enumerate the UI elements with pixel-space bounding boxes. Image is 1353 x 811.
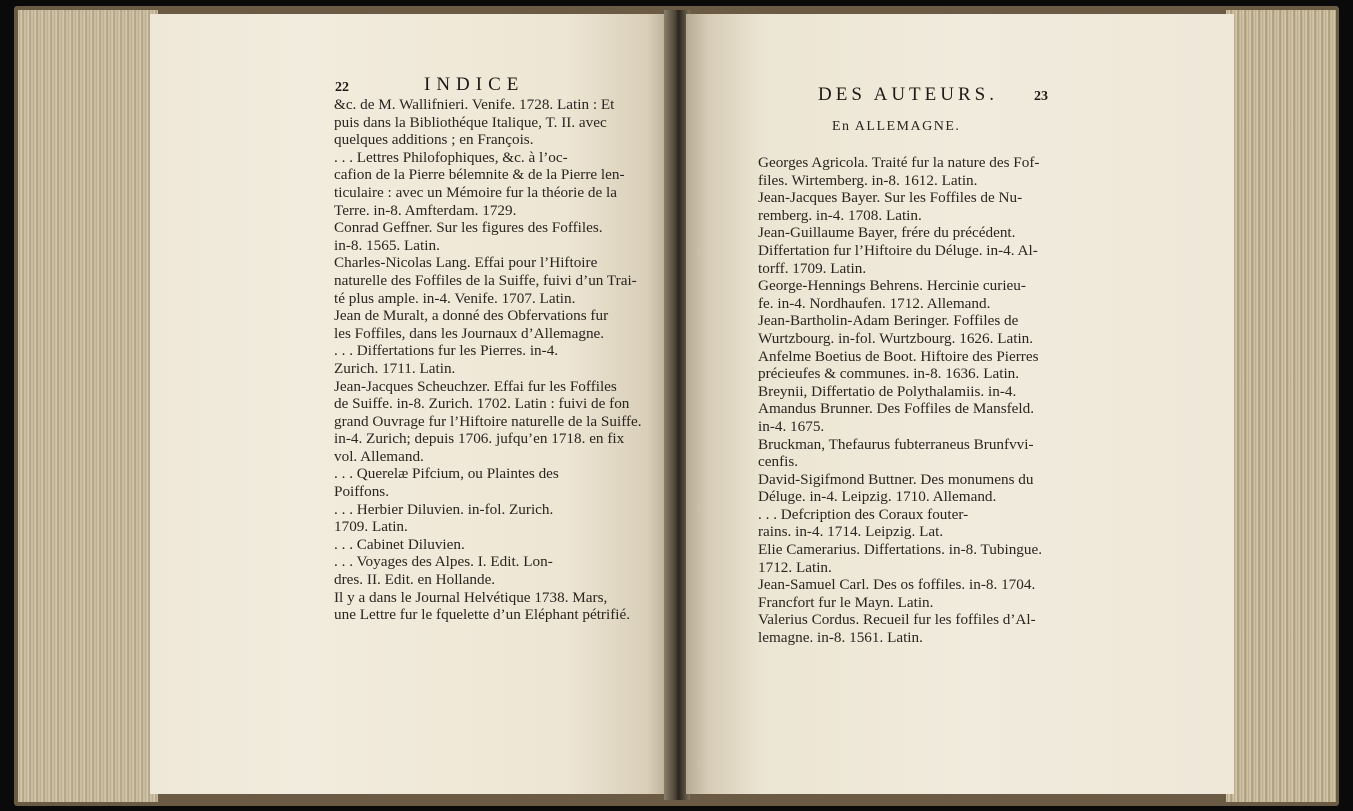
text-line: Anfelme Boetius de Boot. Hiftoire des Pierres	[758, 347, 1039, 365]
text-line: 1709. Latin.	[334, 518, 408, 536]
text-line: Jean-Samuel Carl. Des os foffiles. in-8. 1704.	[758, 576, 1036, 594]
text-line: Jean de Muralt, a donné des Obfervations fur	[334, 307, 609, 325]
left-page-edges	[18, 10, 158, 802]
text-line: Zurich. 1711. Latin.	[334, 359, 456, 377]
left-running-head: INDICE	[424, 74, 525, 95]
text-line: Il y a dans le Journal Helvétique 1738. Mars,	[334, 588, 608, 606]
text-line: de Suiffe. in-8. Zurich. 1702. Latin : fuivi de fon	[334, 395, 630, 413]
text-line: Charles-Nicolas Lang. Effai pour l’Hiftoire	[334, 254, 598, 272]
text-line: remberg. in-4. 1708. Latin.	[758, 206, 922, 224]
text-line: cafion de la Pierre bélemnite & de la Pierre len-	[334, 166, 625, 184]
left-page	[150, 14, 668, 794]
text-line: . . . Herbier Diluvien. in-fol. Zurich.	[334, 500, 554, 518]
text-line: &c. de M. Wallifnieri. Venife. 1728. Latin : Et	[334, 96, 615, 113]
text-line: . . . Differtations fur les Pierres. in-4.	[334, 342, 559, 360]
text-line: in-4. 1675.	[758, 417, 825, 435]
text-line: cenfis.	[758, 453, 799, 471]
text-line: Francfort fur le Mayn. Latin.	[758, 593, 934, 611]
text-line: 1712. Latin.	[758, 558, 832, 576]
text-line: Déluge. in-4. Leipzig. 1710. Allemand.	[758, 488, 997, 506]
text-line: Jean-Jacques Bayer. Sur les Foffiles de Nu-	[758, 189, 1023, 207]
text-line: naturelle des Foffiles de la Suiffe, fuivi d’un Trai-	[334, 271, 637, 289]
text-line: fe. in-4. Nordhaufen. 1712. Allemand.	[758, 294, 991, 312]
right-page-number: 23	[1034, 89, 1048, 104]
text-line: Georges Agricola. Traité fur la nature des Fof-	[758, 154, 1040, 171]
text-line: Conrad Geffner. Sur les figures des Foffiles.	[334, 219, 603, 237]
text-line: Jean-Jacques Scheuchzer. Effai fur les Foffiles	[334, 377, 617, 395]
text-line: Elie Camerarius. Differtations. in-8. Tubingue.	[758, 541, 1043, 559]
text-line: torff. 1709. Latin.	[758, 259, 867, 277]
text-line: Breynii, Differtatio de Polythalamiis. in-4.	[758, 382, 1017, 400]
text-line: précieufes & communes. in-8. 1636. Latin.	[758, 365, 1020, 383]
text-line: Bruckman, Thefaurus fubterraneus Brunfvvi-	[758, 435, 1034, 453]
text-line: David-Sigifmond Buttner. Des monumens du	[758, 470, 1034, 488]
text-line: George-Hennings Behrens. Hercinie curieu-	[758, 277, 1026, 295]
text-line: dres. II. Edit. en Hollande.	[334, 571, 496, 589]
left-page-body	[334, 96, 642, 624]
right-page-body	[758, 154, 1042, 647]
text-line: les Foffiles, dans les Journaux d’Allemagne.	[334, 324, 605, 342]
right-page-edges	[1226, 10, 1336, 802]
section-heading: En ALLEMAGNE.	[832, 119, 961, 134]
text-line: Valerius Cordus. Recueil fur les foffiles d’Al-	[758, 611, 1036, 629]
text-line: Jean-Bartholin-Adam Beringer. Foffiles de	[758, 312, 1019, 330]
text-line: puis dans la Bibliothéque Italique, T. II. avec	[334, 113, 607, 131]
text-line: vol. Allemand.	[334, 447, 424, 465]
text-line: Terre. in-8. Amfterdam. 1729.	[334, 201, 517, 219]
text-line: une Lettre fur le fquelette d’un Eléphant pétrifié.	[334, 606, 631, 624]
text-line: Amandus Brunner. Des Foffiles de Mansfeld.	[758, 400, 1035, 418]
text-line: Wurtzbourg. in-fol. Wurtzbourg. 1626. Latin.	[758, 329, 1034, 347]
text-line: grand Ouvrage fur l’Hiftoire naturelle de la Suiffe.	[334, 412, 642, 430]
text-line: files. Wirtemberg. in-8. 1612. Latin.	[758, 171, 978, 189]
text-line: Differtation fur l’Hiftoire du Déluge. in-4. Al-	[758, 241, 1038, 259]
text-line: . . . Querelæ Pifcium, ou Plaintes des	[334, 465, 559, 483]
right-running-head: DES AUTEURS.	[818, 84, 998, 105]
right-page	[686, 14, 1234, 794]
text-line: . . . Defcription des Coraux fouter-	[758, 505, 969, 523]
text-line: rains. in-4. 1714. Leipzig. Lat.	[758, 523, 944, 541]
left-page-number: 22	[335, 80, 349, 95]
text-line: in-4. Zurich; depuis 1706. jufqu’en 1718. en fix	[334, 430, 625, 448]
text-line: quelques additions ; en François.	[334, 131, 534, 149]
text-line: Jean-Guillaume Bayer, frére du précédent.	[758, 224, 1016, 242]
text-line: . . . Cabinet Diluvien.	[334, 535, 465, 553]
text-line: té plus ample. in-4. Venife. 1707. Latin.	[334, 289, 576, 307]
text-line: ticulaire : avec un Mémoire fur la théorie de la	[334, 183, 617, 201]
text-line: lemagne. in-8. 1561. Latin.	[758, 629, 923, 647]
text-line: Poiffons.	[334, 483, 389, 501]
text-line: in-8. 1565. Latin.	[334, 236, 440, 254]
text-line: . . . Lettres Philofophiques, &c. à l’oc-	[334, 148, 568, 166]
text-line: . . . Voyages des Alpes. I. Edit. Lon-	[334, 553, 553, 571]
